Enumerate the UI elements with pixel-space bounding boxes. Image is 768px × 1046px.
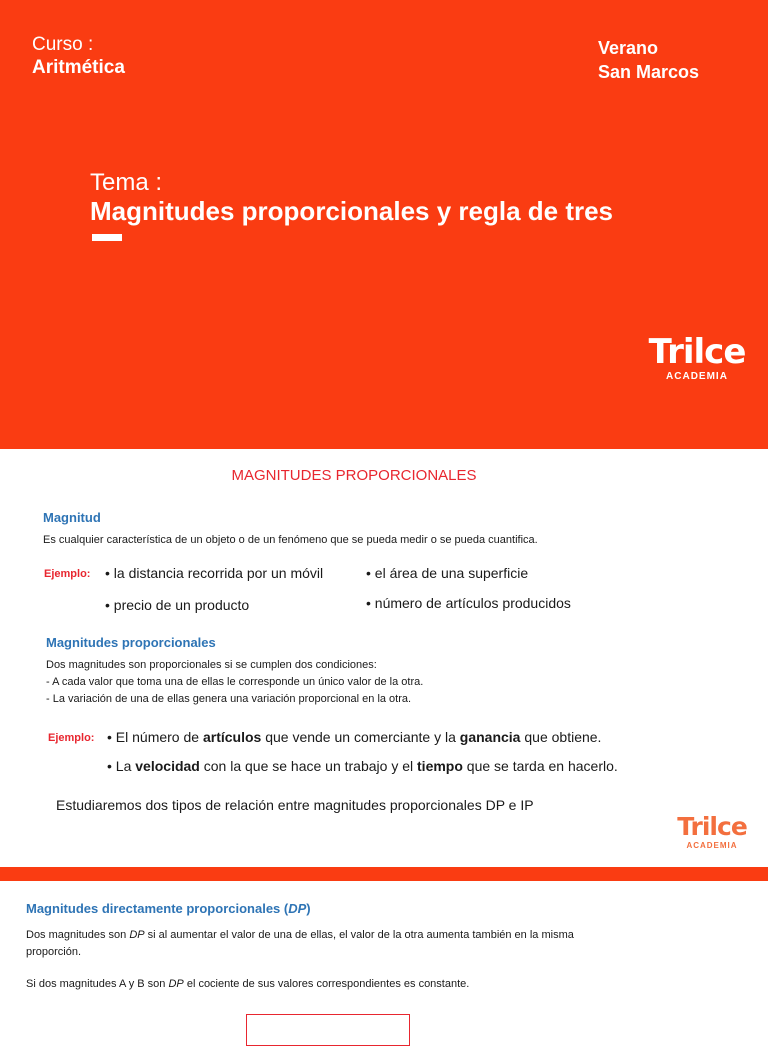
example-item: • la distancia recorrida por un móvil xyxy=(105,565,324,581)
title-slide xyxy=(0,0,768,449)
trilce-logo xyxy=(676,813,748,850)
slide-title: MAGNITUDES PROPORCIONALES xyxy=(231,467,477,484)
slide-divider xyxy=(0,867,768,881)
proportional-heading: Magnitudes proporcionales xyxy=(46,635,216,650)
content-slide-dp xyxy=(0,881,768,1024)
trilce-logo xyxy=(648,332,746,382)
condition-line: Dos magnitudes son proporcionales si se cumplen dos condiciones: xyxy=(46,659,377,671)
topic-label: Tema : xyxy=(90,169,163,196)
example-articulos-ganancia: • El número de artículos que vende un comerciante y la ganancia que obtiene. xyxy=(107,729,602,745)
logo-brand: Trilce xyxy=(677,812,747,841)
dp-definition: Dos magnitudes son DP si al aumentar el valor de una de ellas, el valor de la otra aumenta también en la misma proporción. xyxy=(26,929,574,958)
example-item: • número de artículos producidos xyxy=(366,595,571,611)
title-underline-bar xyxy=(92,234,122,241)
dp-heading: Magnitudes directamente proporcionales (DP) xyxy=(26,901,311,916)
condition-line: - A cada valor que toma una de ellas le corresponde un único valor de la otra. xyxy=(46,676,424,688)
magnitud-heading: Magnitud xyxy=(43,510,101,525)
dp-quotient-rule: Si dos magnitudes A y B son DP el cociente de sus valores correspondientes es constante. xyxy=(26,978,470,990)
example-item: • el área de una superficie xyxy=(366,565,529,581)
example-label: Ejemplo: xyxy=(44,568,91,580)
season-line-1: Verano xyxy=(598,38,659,58)
logo-subtitle: ACADEMIA xyxy=(666,371,728,382)
condition-line: - La variación de una de ellas genera una variación proporcional en la otra. xyxy=(46,693,412,705)
season-label xyxy=(598,36,699,84)
example-velocidad-tiempo: • La velocidad con la que se hace un trabajo y el tiempo que se tarda en hacerlo. xyxy=(107,758,618,774)
study-text: Estudiaremos dos tipos de relación entre magnitudes proporcionales DP e IP xyxy=(56,797,534,813)
example-item: • precio de un producto xyxy=(105,597,250,613)
logo-subtitle: ACADEMIA xyxy=(686,841,738,850)
course-name: Aritmética xyxy=(32,57,125,78)
magnitud-definition: Es cualquier característica de un objeto o de un fenómeno que se pueda medir o se pueda cuantifica. xyxy=(43,534,538,546)
course-label: Curso : xyxy=(32,34,94,55)
topic-title: Magnitudes proporcionales y regla de tres xyxy=(90,196,614,226)
formula-box xyxy=(246,1014,410,1046)
example-label: Ejemplo: xyxy=(48,732,95,744)
proportional-conditions xyxy=(46,657,423,708)
season-line-2: San Marcos xyxy=(598,62,700,82)
logo-brand: Trilce xyxy=(648,332,746,372)
content-slide-magnitudes xyxy=(0,449,768,867)
